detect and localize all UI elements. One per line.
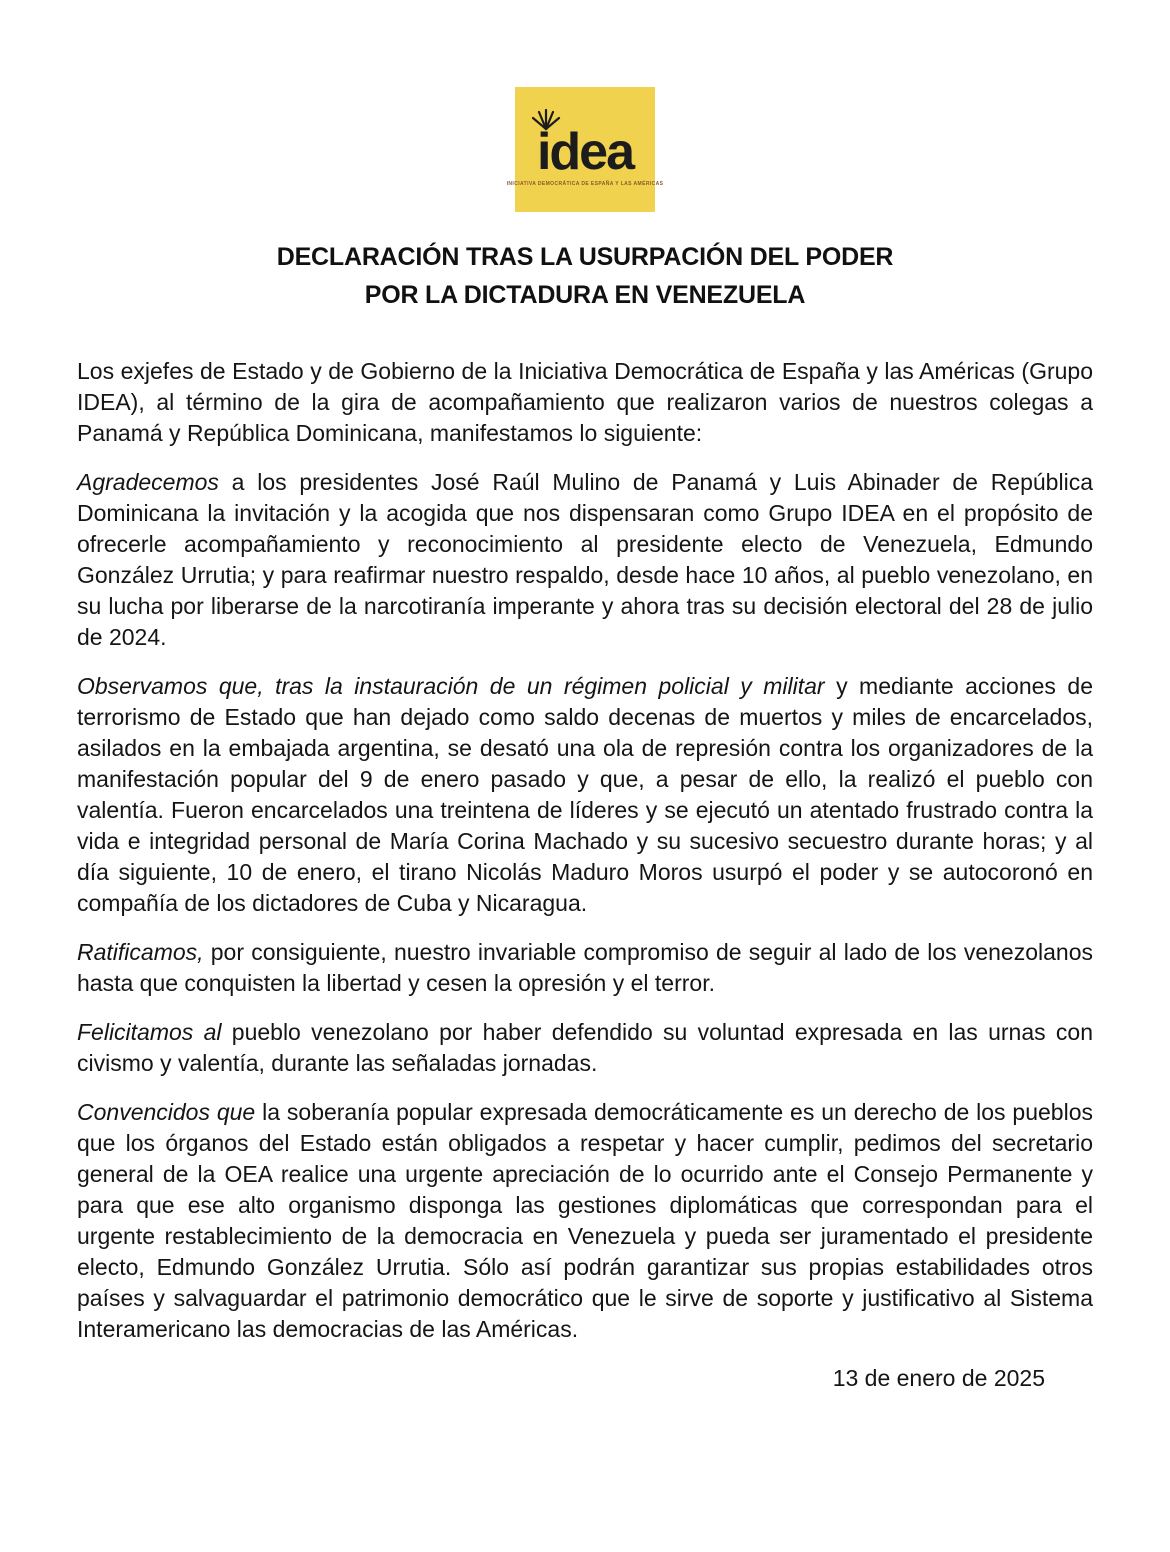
paragraph-lead: Agradecemos — [77, 469, 219, 495]
logo-tagline: INICIATIVA DEMOCRÁTICA DE ESPAÑA Y LAS AMÉRICAS — [506, 181, 664, 187]
document-body — [77, 356, 1093, 1345]
paragraph-lead: Observamos que, tras la instauración de un régimen policial y militar — [77, 673, 825, 699]
paragraph-lead: Convencidos que — [77, 1099, 256, 1125]
declaration-paragraph-ratificamos — [77, 937, 1093, 999]
declaration-paragraph-observamos — [77, 671, 1093, 919]
paragraph-text: a los presidentes José Raúl Mulino de Panamá y Luis Abinader de República Dominicana la invitación y la acogida que nos dispensaran como Grupo IDEA en el propósito de ofrecerle acompañamiento y reconocimiento al presidente electo de Venezuela, Edmundo González Urrutia; y para reafirmar nuestro respaldo, desde hace 10 años, al pueblo venezolano, en su lucha por liberarse de la narcotiranía imperante y ahora tras su decisión electoral del 28 de julio de 2024. — [77, 469, 1093, 650]
document-title — [77, 238, 1093, 314]
paragraph-text: Los exjefes de Estado y de Gobierno de la Iniciativa Democrática de España y las Américas (Grupo IDEA), al término de la gira de acompañamiento que realizaron varios de nuestros colegas a Panamá y República Dominicana, manifestamos lo siguiente: — [77, 358, 1093, 446]
paragraph-text: pueblo venezolano por haber defendido su voluntad expresada en las urnas con civismo y valentía, durante las señaladas jornadas. — [77, 1019, 1093, 1076]
declaration-paragraph-felicitamos — [77, 1017, 1093, 1079]
document-title-line1: DECLARACIÓN TRAS LA USURPACIÓN DEL PODER — [276, 243, 894, 271]
declaration-paragraph-intro — [77, 356, 1093, 449]
idea-logo — [506, 87, 664, 212]
paragraph-lead: Ratificamos, — [77, 939, 204, 965]
declaration-paragraph-convencidos — [77, 1097, 1093, 1345]
paragraph-lead: Felicitamos al — [77, 1019, 222, 1045]
logo-container — [77, 0, 1093, 212]
paragraph-text: por consiguiente, nuestro invariable compromiso de seguir al lado de los venezolanos hasta que conquisten la libertad y cesen la opresión y el terror. — [77, 939, 1093, 996]
paragraph-text: la soberanía popular expresada democráticamente es un derecho de los pueblos que los órganos del Estado están obligados a respetar y hacer cumplir, pedimos del secretario general de la OEA realice una urgente apreciación de lo ocurrido ante el Consejo Permanente y para que ese alto organismo disponga las gestiones diplomáticas que correspondan para el urgente restablecimiento de la democracia en Venezuela y pueda ser juramentado el presidente electo, Edmundo González Urrutia. Sólo así podrán garantizar sus propias estabilidades otros países y salvaguardar el patrimonio democrático que le sirve de soporte y justificativo al Sistema Interamericano las democracias de las Américas. — [77, 1099, 1094, 1342]
paragraph-text: y mediante acciones de terrorismo de Estado que han dejado como saldo decenas de muertos y miles de encarcelados, asilados en la embajada argentina, se desató una ola de represión contra los organizadores de la manifestación popular del 9 de enero pasado y que, a pesar de ello, la realizó el pueblo con valentía. Fueron encarcelados una treintena de líderes y se ejecutó un atentado frustrado contra la vida e integridad personal de María Corina Machado y su sucesivo secuestro durante horas; y al día siguiente, 10 de enero, el tirano Nicolás Maduro Moros usurpó el poder y se autocoronó en compañía de los dictadores de Cuba y Nicaragua. — [77, 673, 1093, 916]
logo-wordmark: idea — [536, 123, 634, 181]
document-date: 13 de enero de 2025 — [832, 1365, 1045, 1391]
document-title-line2: POR LA DICTADURA EN VENEZUELA — [364, 281, 806, 309]
declaration-paragraph-agradecemos — [77, 467, 1093, 653]
logo-rays-icon — [530, 109, 562, 131]
